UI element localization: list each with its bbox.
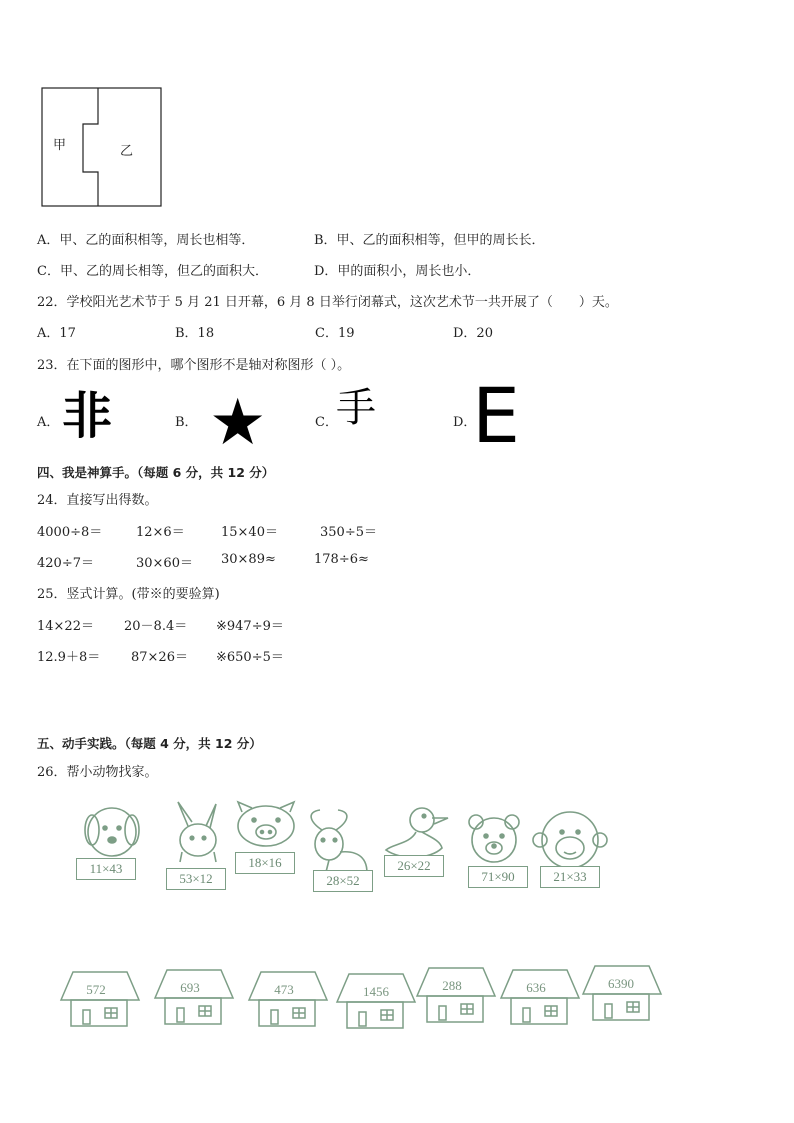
q23-figure-e: E [472,371,521,460]
q22-option-b: B．18 [175,326,215,341]
house-number: 1456 [363,984,389,999]
q23-option-d-label: D． [453,415,477,430]
q24-item: 350÷5＝ [320,525,377,540]
q24-item: 178÷6≈ [314,552,369,567]
house-number: 636 [526,980,546,995]
duck-icon [386,808,448,857]
q24-item: 12×6＝ [136,525,185,540]
animal-card-rabbit: 53×12 [166,868,226,890]
q22-question: 22．学校阳光艺术节于 5 月 21 日开幕，6 月 8 日举行闭幕式，这次艺术节一共开展了（ ）天。 [37,295,618,310]
q24-item: 4000÷8＝ [37,525,103,540]
q25-item: 87×26＝ [131,650,188,665]
animal-card-goat: 28×52 [313,870,373,892]
q25-item: 12.9＋8＝ [37,650,101,665]
dog-icon [85,808,139,856]
q23-figure-shou: 手 [336,385,376,431]
q22-option-d: D．20 [453,326,493,341]
q25-item: 20－8.4＝ [124,619,188,634]
animal-card-dog: 11×43 [76,858,136,880]
q21-option-c: C．甲、乙的周长相等，但乙的面积大． [37,264,268,279]
animal-card-duck: 26×22 [384,855,444,877]
q21-option-a: A．甲、乙的面积相等，周长也相等． [37,233,255,248]
q21-option-d: D．甲的面积小，周长也小． [314,264,481,279]
animal-card-monkey: 21×33 [540,866,600,888]
q23-question: 23．在下面的图形中，哪个图形不是轴对称图形（ ）。 [37,358,351,373]
house-icon [337,974,415,1028]
animal-card-pig: 18×16 [235,852,295,874]
house-number: 288 [442,978,462,993]
q24-item: 30×60＝ [136,556,193,571]
section4-title: 四、我是神算手。（每题 6 分，共 12 分） [37,465,275,480]
q24-item: 30×89≈ [221,552,276,567]
q23-option-a-label: A． [37,415,60,430]
q24-item: 15×40＝ [221,525,278,540]
q26-question: 26．帮小动物找家。 [37,765,158,780]
house-number: 572 [86,982,106,997]
monkey-icon [533,812,607,868]
q23-figure-star: ★ [209,386,267,460]
q22-option-a: A．17 [37,326,76,341]
animal-card-bear: 71×90 [468,866,528,888]
house-number: 6390 [608,976,634,991]
q25-item: ※650÷5＝ [216,650,284,665]
house-icon [583,966,661,1020]
house-icon [417,968,495,1022]
house-icon [249,972,327,1026]
pig-icon [238,802,294,846]
q23-option-c-label: C． [315,415,338,430]
q22-option-c: C．19 [315,326,355,341]
q23-figure-fei: 非 [62,387,112,445]
rabbit-icon [178,802,216,862]
q24-question: 24．直接写出得数。 [37,493,158,508]
house-number: 473 [274,982,294,997]
house-icon [155,970,233,1024]
q25-question: 25．竖式计算。(带※的要验算) [37,587,220,602]
q25-item: 14×22＝ [37,619,94,634]
bear-icon [469,815,519,862]
q23-option-b-label: B． [175,415,198,430]
house-number: 693 [180,980,200,995]
q24-item: 420÷7＝ [37,556,94,571]
figure-right-label: 乙 [120,144,134,159]
q21-option-b: B．甲、乙的面积相等，但甲的周长长． [314,233,545,248]
q25-item: ※947÷9＝ [216,619,284,634]
house-icon [501,970,579,1024]
section5-title: 五、动手实践。（每题 4 分，共 12 分） [37,736,262,751]
figure-left-label: 甲 [53,138,67,153]
house-icon [61,972,139,1026]
